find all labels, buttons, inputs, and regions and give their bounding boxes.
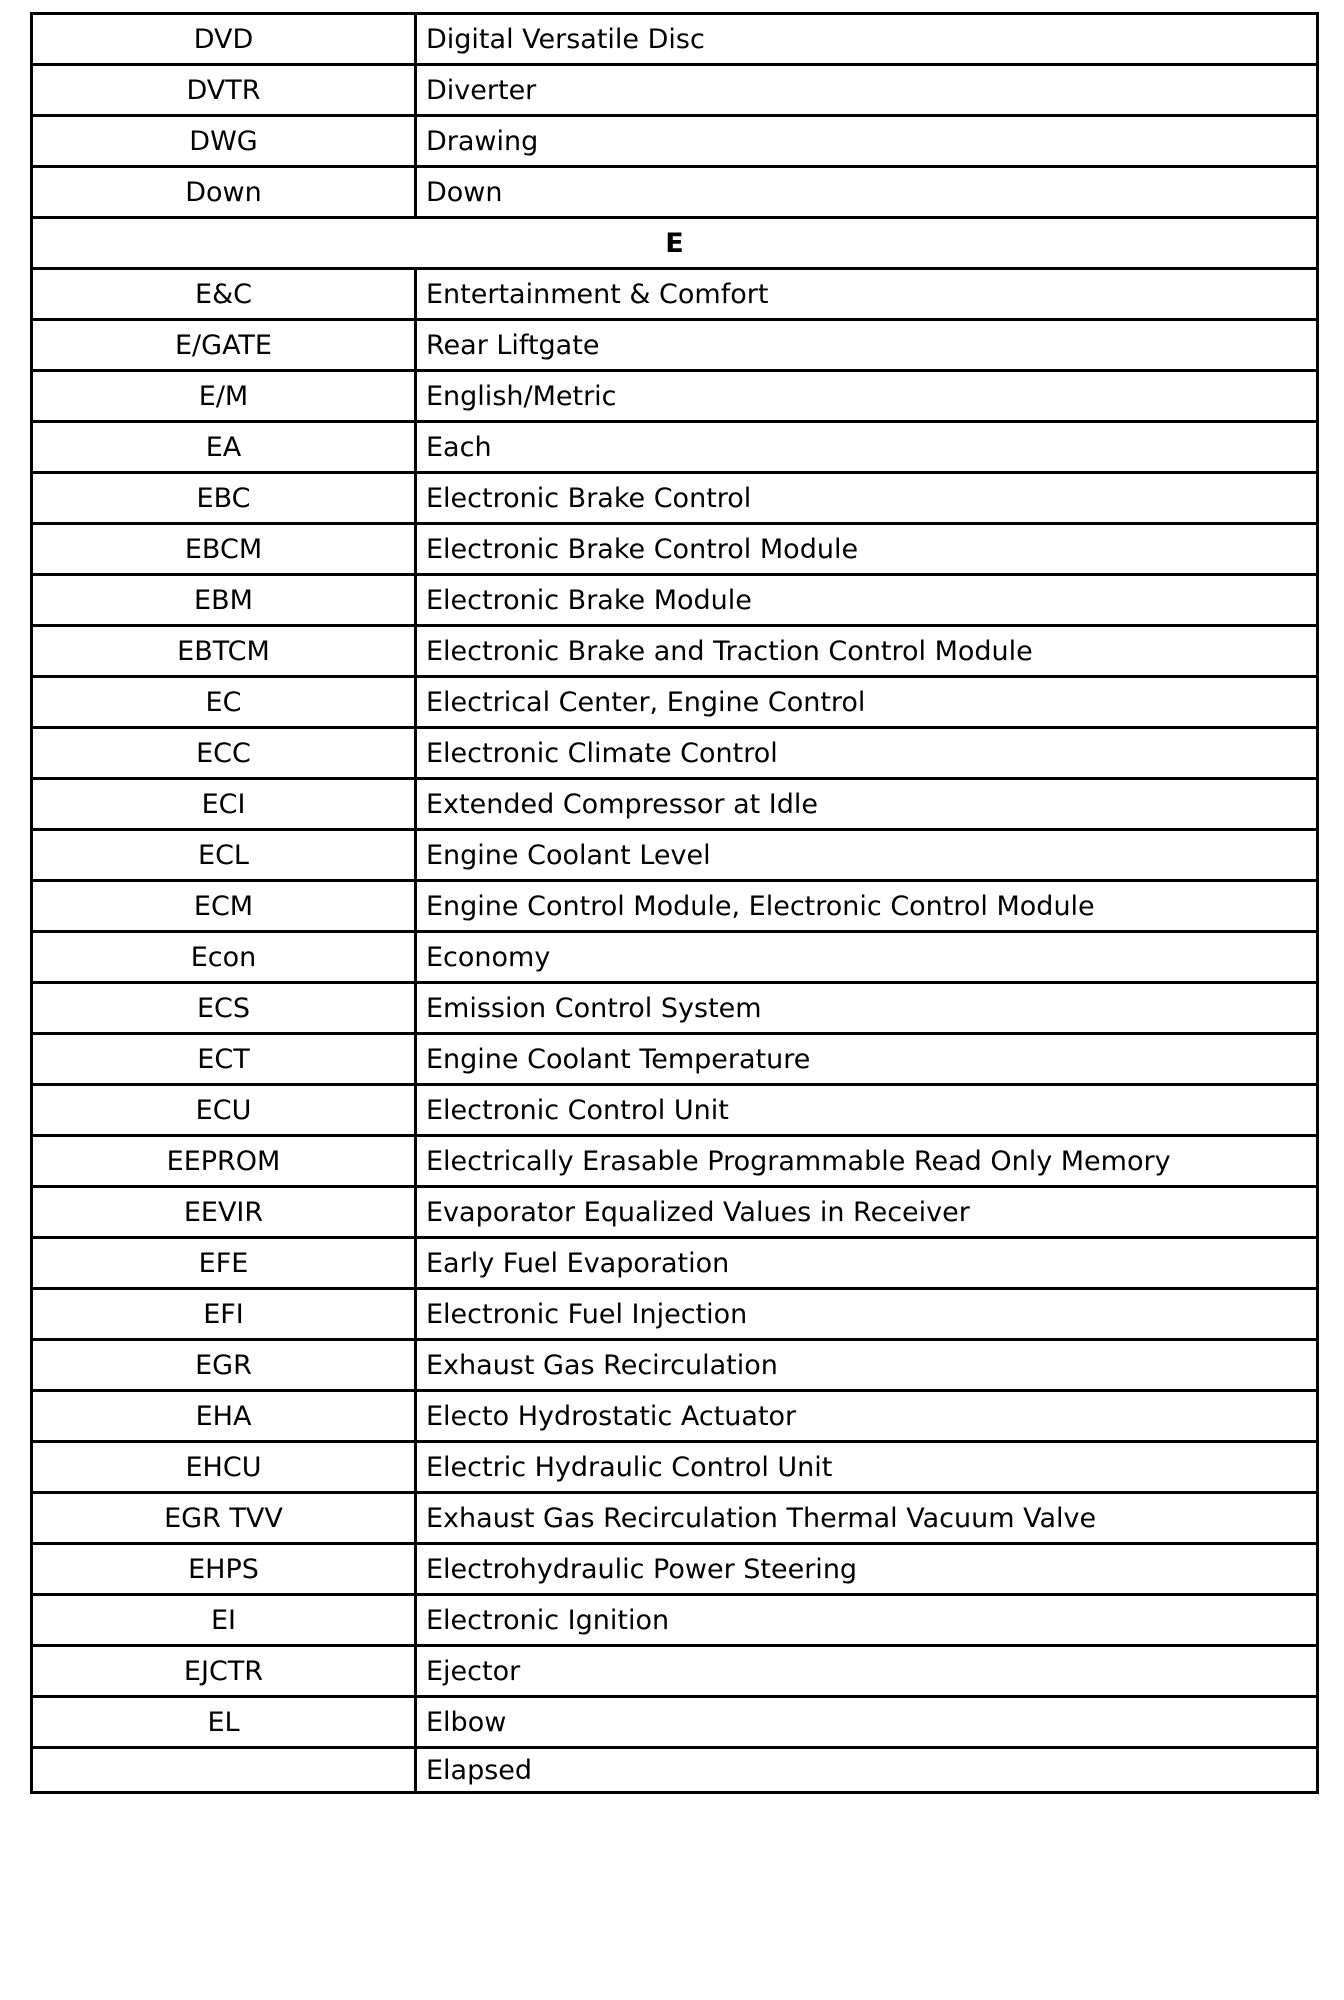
- abbreviation-cell: EA: [32, 422, 416, 473]
- definition-cell: Elapsed: [416, 1748, 1318, 1793]
- table-row: [32, 575, 1318, 626]
- definition-cell: Electrically Erasable Programmable Read Only Memory: [416, 1136, 1318, 1187]
- table-row: [32, 1646, 1318, 1697]
- definition-cell: Electronic Ignition: [416, 1595, 1318, 1646]
- definition-cell: Engine Control Module, Electronic Control Module: [416, 881, 1318, 932]
- table-row: [32, 14, 1318, 65]
- definition-cell: Electrical Center, Engine Control: [416, 677, 1318, 728]
- table-row: [32, 677, 1318, 728]
- section-header: E: [32, 218, 1318, 269]
- abbreviation-cell: E/GATE: [32, 320, 416, 371]
- table-row: [32, 1442, 1318, 1493]
- abbreviation-cell: DVD: [32, 14, 416, 65]
- table-row: [32, 1697, 1318, 1748]
- definition-cell: Elbow: [416, 1697, 1318, 1748]
- abbreviation-cell: EBTCM: [32, 626, 416, 677]
- definition-cell: Electrohydraulic Power Steering: [416, 1544, 1318, 1595]
- abbreviation-cell: EFI: [32, 1289, 416, 1340]
- table-row: [32, 779, 1318, 830]
- definition-cell: Electric Hydraulic Control Unit: [416, 1442, 1318, 1493]
- abbreviations-table: [30, 12, 1319, 1794]
- table-row: [32, 167, 1318, 218]
- definition-cell: Emission Control System: [416, 983, 1318, 1034]
- table-row: [32, 1034, 1318, 1085]
- abbreviation-cell: EBCM: [32, 524, 416, 575]
- definition-cell: Drawing: [416, 116, 1318, 167]
- definition-cell: Exhaust Gas Recirculation: [416, 1340, 1318, 1391]
- abbreviation-cell: E/M: [32, 371, 416, 422]
- definition-cell: Rear Liftgate: [416, 320, 1318, 371]
- table-row: [32, 626, 1318, 677]
- table-row: [32, 1391, 1318, 1442]
- abbreviation-cell: EJCTR: [32, 1646, 416, 1697]
- table-row: [32, 320, 1318, 371]
- table-row: [32, 422, 1318, 473]
- abbreviation-cell: EHPS: [32, 1544, 416, 1595]
- abbreviation-cell: EGR TVV: [32, 1493, 416, 1544]
- definition-cell: Electronic Brake and Traction Control Module: [416, 626, 1318, 677]
- abbreviation-cell: ECC: [32, 728, 416, 779]
- definition-cell: Entertainment & Comfort: [416, 269, 1318, 320]
- table-row: [32, 1748, 1318, 1793]
- abbreviation-cell: ECU: [32, 1085, 416, 1136]
- table-row: [32, 65, 1318, 116]
- table-row: [32, 269, 1318, 320]
- definition-cell: Extended Compressor at Idle: [416, 779, 1318, 830]
- definition-cell: Electronic Climate Control: [416, 728, 1318, 779]
- abbreviation-cell: ECL: [32, 830, 416, 881]
- section-header-row: [32, 218, 1318, 269]
- definition-cell: Down: [416, 167, 1318, 218]
- definition-cell: Ejector: [416, 1646, 1318, 1697]
- abbreviation-cell: Econ: [32, 932, 416, 983]
- definition-cell: Electo Hydrostatic Actuator: [416, 1391, 1318, 1442]
- definition-cell: Exhaust Gas Recirculation Thermal Vacuum Valve: [416, 1493, 1318, 1544]
- abbreviation-cell: EGR: [32, 1340, 416, 1391]
- abbreviation-cell: EEPROM: [32, 1136, 416, 1187]
- table-row: [32, 116, 1318, 167]
- table-row: [32, 1085, 1318, 1136]
- definition-cell: Engine Coolant Temperature: [416, 1034, 1318, 1085]
- abbreviation-cell: EHCU: [32, 1442, 416, 1493]
- abbreviation-cell: ECS: [32, 983, 416, 1034]
- abbreviation-cell: EBM: [32, 575, 416, 626]
- definition-cell: Economy: [416, 932, 1318, 983]
- abbreviation-cell: EBC: [32, 473, 416, 524]
- abbreviation-cell: DVTR: [32, 65, 416, 116]
- abbreviation-cell: ECT: [32, 1034, 416, 1085]
- definition-cell: Electronic Brake Control: [416, 473, 1318, 524]
- abbreviations-table-body: [32, 14, 1318, 1793]
- abbreviation-cell: E&C: [32, 269, 416, 320]
- abbreviation-cell: ECM: [32, 881, 416, 932]
- definition-cell: Each: [416, 422, 1318, 473]
- table-row: [32, 932, 1318, 983]
- definition-cell: Early Fuel Evaporation: [416, 1238, 1318, 1289]
- table-row: [32, 1289, 1318, 1340]
- abbreviation-cell: EC: [32, 677, 416, 728]
- abbreviation-cell: ECI: [32, 779, 416, 830]
- table-row: [32, 1238, 1318, 1289]
- table-row: [32, 1493, 1318, 1544]
- table-row: [32, 1340, 1318, 1391]
- table-row: [32, 728, 1318, 779]
- abbreviation-cell: EEVIR: [32, 1187, 416, 1238]
- table-row: [32, 524, 1318, 575]
- table-row: [32, 1136, 1318, 1187]
- table-row: [32, 1187, 1318, 1238]
- definition-cell: Engine Coolant Level: [416, 830, 1318, 881]
- table-row: [32, 1544, 1318, 1595]
- definition-cell: Diverter: [416, 65, 1318, 116]
- definition-cell: English/Metric: [416, 371, 1318, 422]
- definition-cell: Electronic Fuel Injection: [416, 1289, 1318, 1340]
- abbreviation-cell: EFE: [32, 1238, 416, 1289]
- abbreviation-cell: EHA: [32, 1391, 416, 1442]
- table-row: [32, 830, 1318, 881]
- table-row: [32, 1595, 1318, 1646]
- abbreviation-cell: EL: [32, 1697, 416, 1748]
- definition-cell: Electronic Brake Control Module: [416, 524, 1318, 575]
- definition-cell: Digital Versatile Disc: [416, 14, 1318, 65]
- table-row: [32, 881, 1318, 932]
- abbreviation-cell: Down: [32, 167, 416, 218]
- definition-cell: Electronic Control Unit: [416, 1085, 1318, 1136]
- abbreviation-cell: DWG: [32, 116, 416, 167]
- table-row: [32, 473, 1318, 524]
- table-row: [32, 983, 1318, 1034]
- abbreviation-cell: EI: [32, 1595, 416, 1646]
- definition-cell: Evaporator Equalized Values in Receiver: [416, 1187, 1318, 1238]
- abbreviation-cell: [32, 1748, 416, 1793]
- table-row: [32, 371, 1318, 422]
- definition-cell: Electronic Brake Module: [416, 575, 1318, 626]
